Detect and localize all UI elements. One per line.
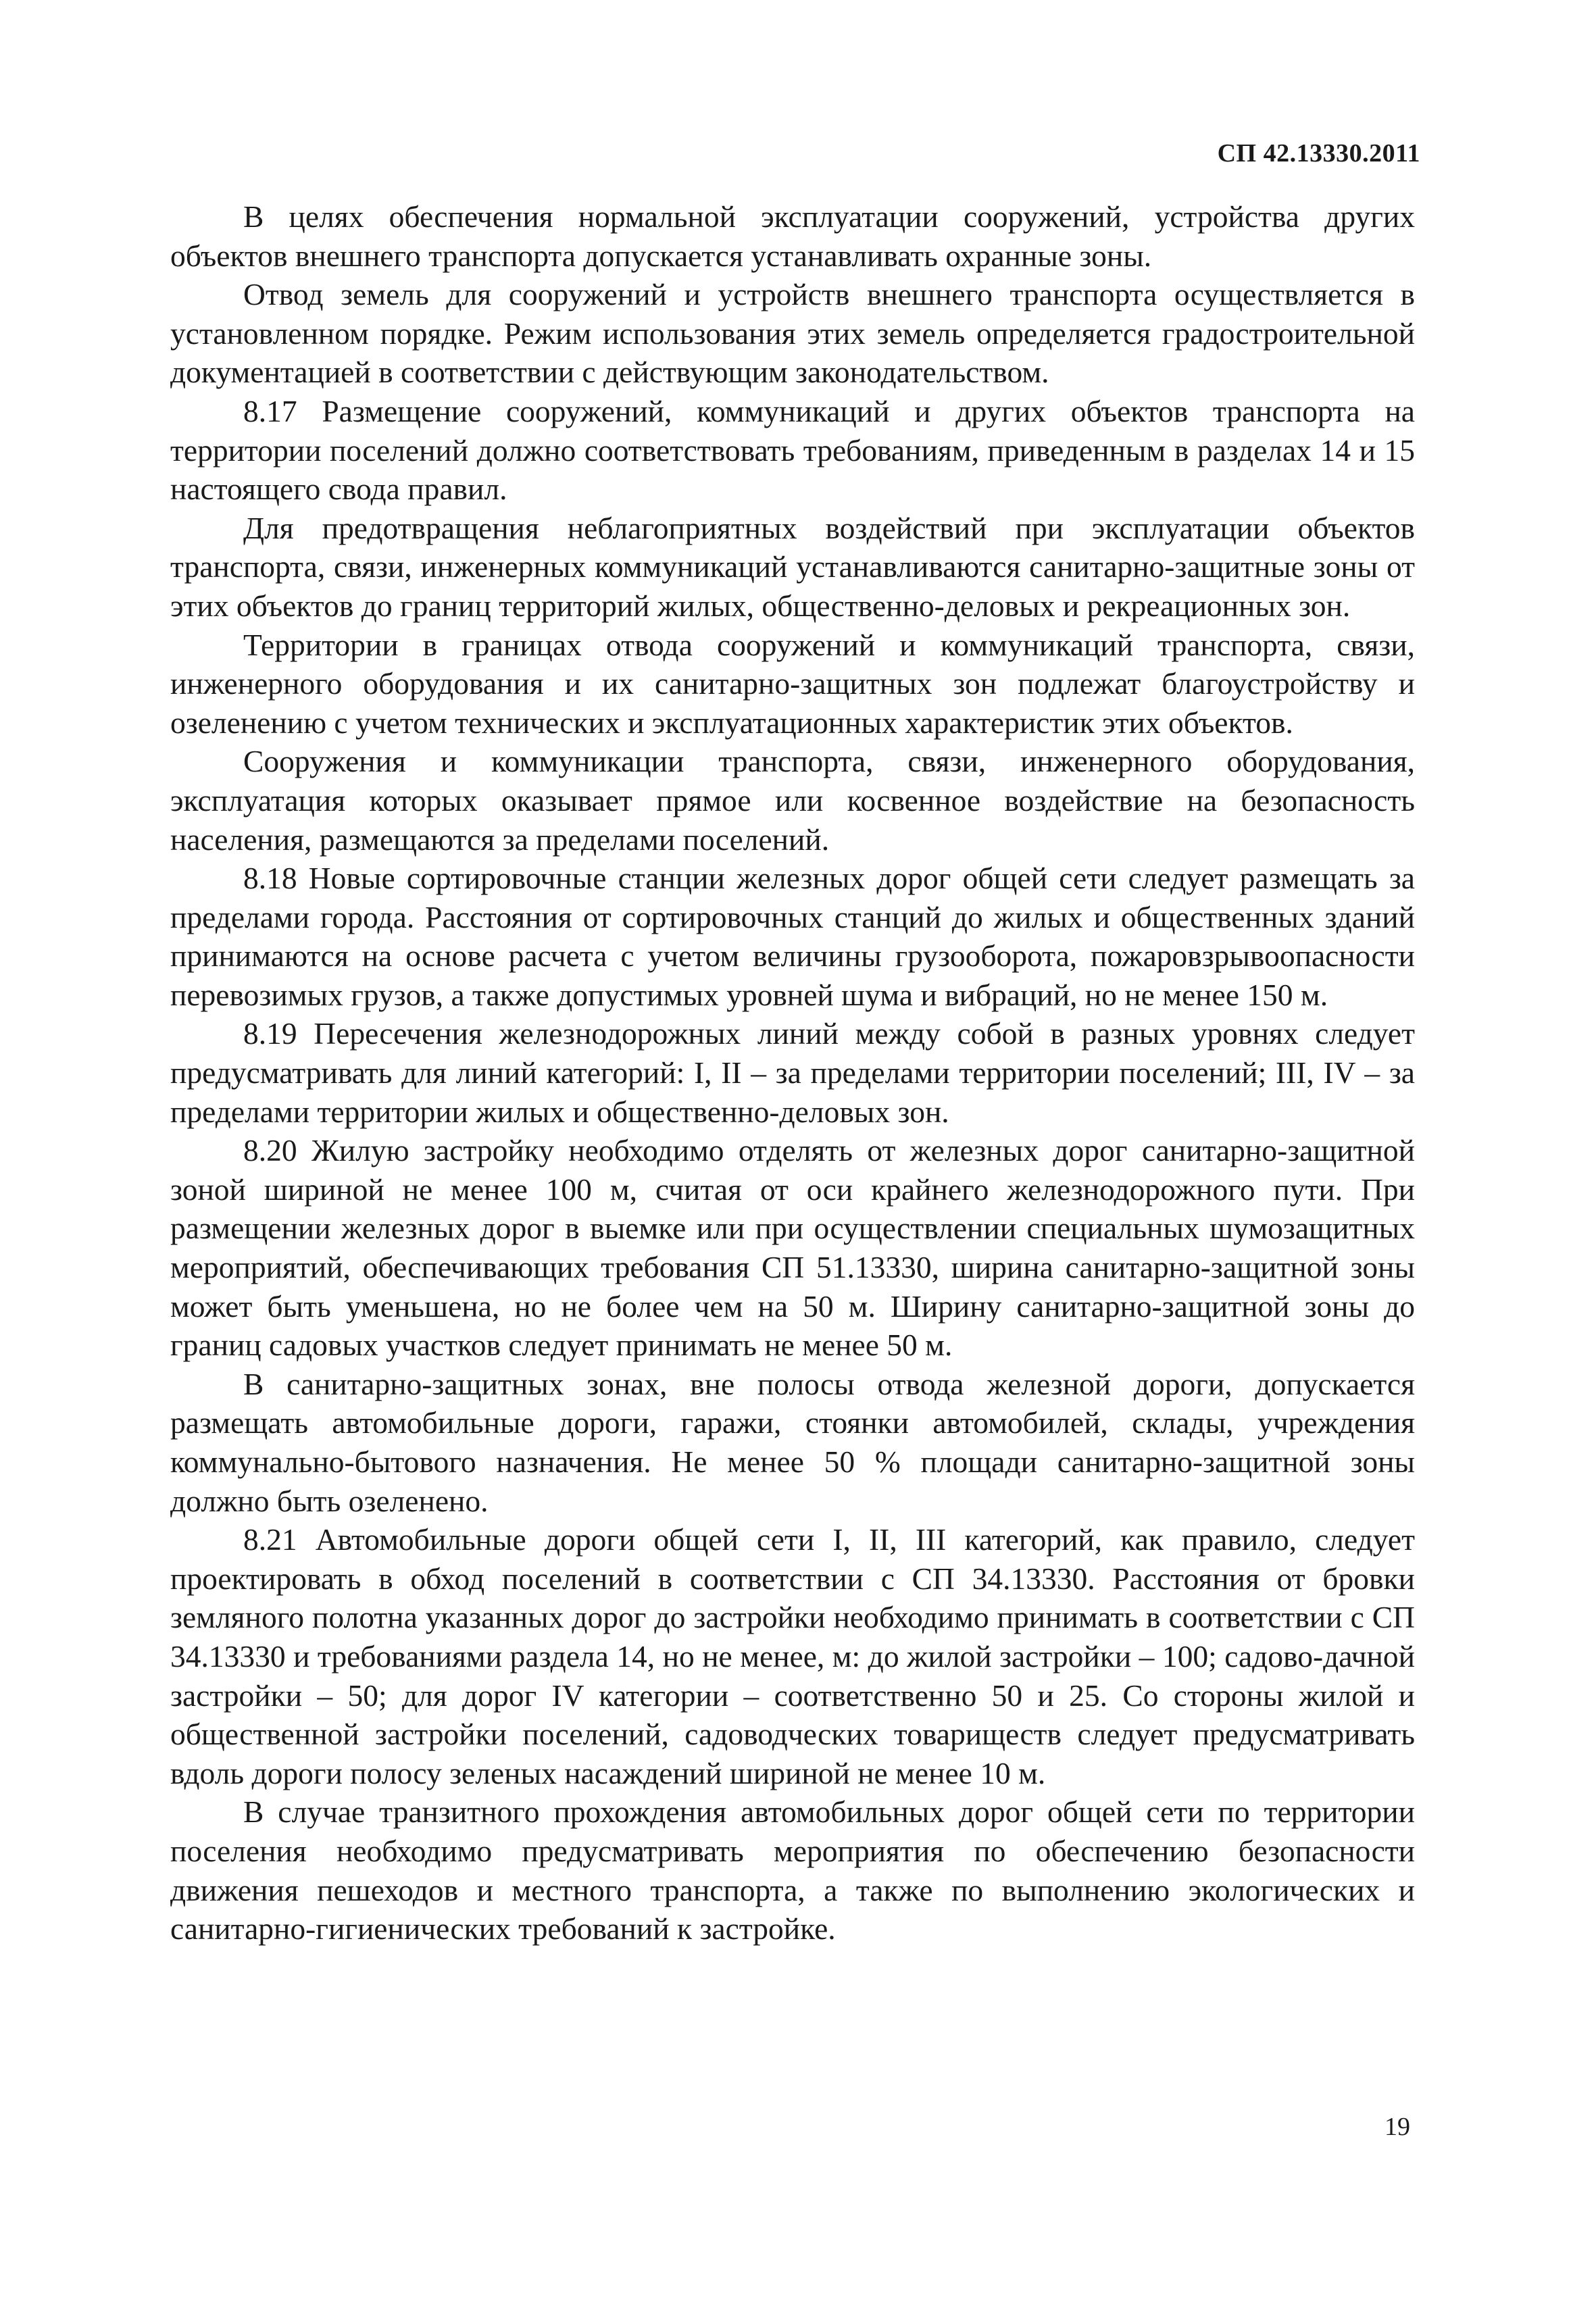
paragraph-8-17: 8.17 Размещение сооружений, коммуникаций и других объектов транспорта на территории поселений должно соответствовать требованиям, приведенным в разделах 14 и 15 настоящего свода правил. xyxy=(170,393,1415,507)
document-code-header: СП 42.13330.2011 xyxy=(1217,139,1420,168)
paragraph-territory-landscaping: Территории в границах отвода сооружений и коммуникаций транспорта, связи, инженерного оборудования и их санитарно-защитных зон подлежат благоустройству и озеленению с учетом технических и эксплуатационных характеристик этих объектов. xyxy=(170,627,1415,740)
paragraph-guard-zones: В целях обеспечения нормальной эксплуатации сооружений, устройства других объектов внешнего транспорта допускается устанавливать охранные зоны. xyxy=(170,199,1415,273)
paragraph-8-20: 8.20 Жилую застройку необходимо отделять от железных дорог санитарно-защитной зоной шириной не менее 100 м, считая от оси крайнего железнодорожного пути. При размещении железных дорог в выемке или при осуществлении специальных шумозащитных мероприятий, обеспечивающих требования СП 51.13330, ширина санитарно-защитной зоны может быть уменьшена, но не более чем на 50 м. Ширину санитарно-защитной зоны до границ садовых участков следует принимать не менее 50 м. xyxy=(170,1133,1415,1363)
page-number: 19 xyxy=(1385,2113,1410,2141)
paragraph-8-19: 8.19 Пересечения железнодорожных линий между собой в разных уровнях следует предусматривать для линий категорий: I, II – за пределами территории поселений; III, IV – за пределами территории жилых и общественно-деловых зон. xyxy=(170,1016,1415,1129)
paragraph-transit-roads: В случае транзитного прохождения автомобильных дорог общей сети по территории поселения необходимо предусматривать мероприятия по обеспечению безопасности движения пешеходов и местного транспорта, а также по выполнению экологических и санитарно-гигиенических требований к застройке. xyxy=(170,1794,1415,1946)
paragraph-sanitary-zone-usage: В санитарно-защитных зонах, вне полосы отвода железной дороги, допускается размещать автомобильные дороги, гаражи, стоянки автомобилей, склады, учреждения коммунально-бытового назначения. Не менее 50 % площади санитарно-защитной зоны должно быть озеленено. xyxy=(170,1366,1415,1518)
document-body xyxy=(170,197,1415,1948)
paragraph-land-allotment: Отвод земель для сооружений и устройств внешнего транспорта осуществляется в установленном порядке. Режим использования этих земель определяется градостроительной документацией в соответствии с действующим законодательством. xyxy=(170,277,1415,390)
paragraph-outside-settlements: Сооружения и коммуникации транспорта, связи, инженерного оборудования, эксплуатация которых оказывает прямое или косвенное воздействие на безопасность населения, размещаются за пределами поселений. xyxy=(170,744,1415,857)
paragraph-sanitary-zones: Для предотвращения неблагоприятных воздействий при эксплуатации объектов транспорта, связи, инженерных коммуникаций устанавливаются санитарно-защитные зоны от этих объектов до границ территорий жилых, общественно-деловых и рекреационных зон. xyxy=(170,510,1415,623)
paragraph-8-18: 8.18 Новые сортировочные станции железных дорог общей сети следует размещать за пределами города. Расстояния от сортировочных станций до жилых и общественных зданий принимаются на основе расчета с учетом величины грузооборота, пожаровзрывоопасности перевозимых грузов, а также допустимых уровней шума и вибраций, но не менее 150 м. xyxy=(170,861,1415,1012)
paragraph-8-21: 8.21 Автомобильные дороги общей сети I, II, III категорий, как правило, следует проектировать в обход поселений в соответствии с СП 34.13330. Расстояния от бровки земляного полотна указанных дорог до застройки необходимо принимать в соответствии с СП 34.13330 и требованиями раздела 14, но не менее, м: до жилой застройки – 100; садово-дачной застройки – 50; для дорог IV категории – соответственно 50 и 25. Со стороны жилой и общественной застройки поселений, садоводческих товариществ следует предусматривать вдоль дороги полосу зеленых насаждений шириной не менее 10 м. xyxy=(170,1522,1415,1790)
